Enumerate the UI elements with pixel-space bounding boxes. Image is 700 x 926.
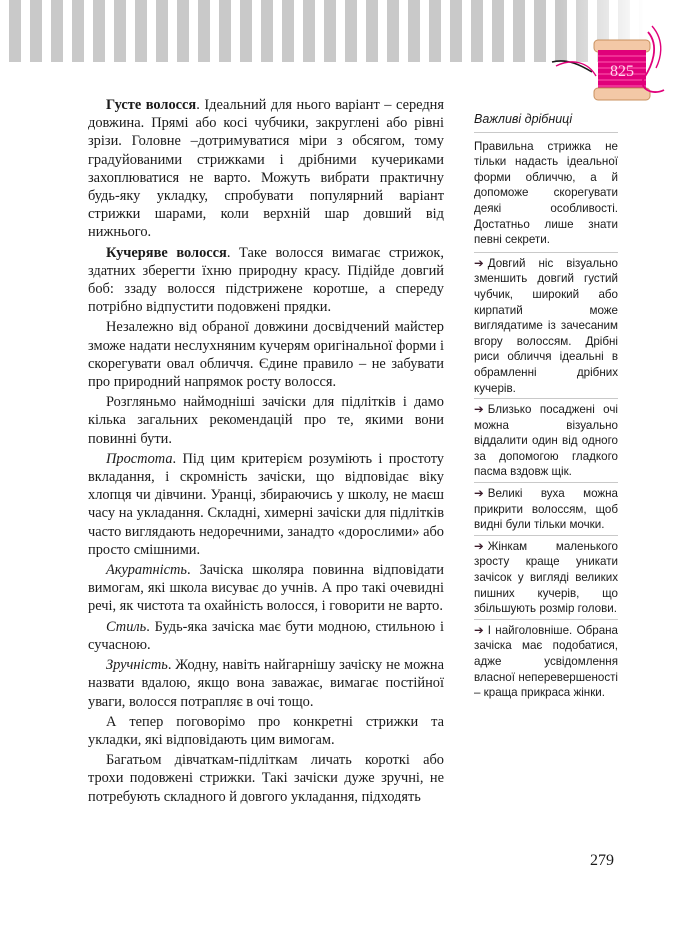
page-number: 279 [590, 852, 614, 869]
paragraph [88, 450, 444, 559]
paragraph-text: . Зачіска школяра повинна відповідати вимогам, які школа висуває до учнів. А про такі очевидні речі, як чистота та охайність волосся, і говорити не варто. [88, 562, 444, 615]
sidebar-title: Важливі дрібниці [474, 112, 618, 133]
paragraph [88, 393, 444, 448]
spool-label: 825 [610, 63, 634, 80]
paragraph [88, 751, 444, 806]
paragraph-text: Багатьом дівчаткам-підліткам личать короткі або трохи подовжені стрижки. Такі зачіски дуже зручні, не потребують складного й довгого укладання, підходять [88, 752, 444, 805]
tip-text: Великі вуха можна прикрити волоссям, щоб видні були тільки мочки. [474, 487, 618, 532]
paragraph [88, 96, 444, 242]
arrow-right-icon: ➔ [474, 487, 484, 501]
tip-text: Жінкам маленького зросту краще уникати зачісок у вигляді великих пишних кучерів, що збільшують розмір голови. [474, 539, 618, 616]
paragraph-text: А тепер поговорімо про конкретні стрижки та укладки, які відповідають цим вимогам. [88, 713, 444, 748]
sidebar-tips [474, 112, 618, 703]
paragraph-text: Незалежно від обраної довжини досвідчений майстер зможе надати неслухняним кучерям оригінальної форми і скорегувати овал обличчя. Єдине правило – не забувати про природний напрямок росту волосся. [88, 319, 444, 391]
paragraph-lead: Стиль [106, 618, 147, 635]
thread-spool-icon [548, 18, 670, 104]
tip-item [474, 482, 618, 533]
paragraph-text: . Будь-яка зачіска має бути модною, стильною і сучасною. [88, 618, 444, 653]
paragraph-lead: Густе волосся [106, 97, 197, 113]
paragraph-lead: Зручність [106, 657, 168, 674]
paragraph-lead: Акуратність [106, 562, 187, 579]
paragraph [88, 656, 444, 711]
arrow-right-icon: ➔ [474, 403, 484, 417]
tip-text: І найголовніше. Обрана зачіска має подобатися, адже усвідомлення власної неперевершеності – краща прикраса жінки. [474, 623, 618, 700]
paragraph-lead: Кучеряве волосся [106, 244, 227, 261]
arrow-right-icon: ➔ [474, 256, 484, 270]
arrow-right-icon: ➔ [474, 623, 484, 637]
paragraph [88, 244, 444, 317]
paragraph [88, 561, 444, 616]
paragraph [88, 713, 444, 749]
paragraph [88, 318, 444, 391]
arrow-right-icon: ➔ [474, 539, 484, 553]
paragraph [88, 618, 444, 654]
tip-item [474, 619, 618, 701]
paragraph-text: Розгляньмо наймодніші зачіски для підлітків і дамо кілька загальних рекомендацій про те, якими вони повинні бути. [88, 394, 444, 447]
tip-text: Близько посаджені очі можна візуально віддалити один від одного за допомогою гладкого пасма вздовж щік. [474, 403, 618, 479]
paragraph-text: . Під цим критерієм розуміють і простоту вкладання, і скромність зачіски, що відповідає віку хлопця чи дівчини. Уранці, збираючись у школу, не маєш часу на укладання. Складні, химерні зачіски для підлітків часто виглядають недоречними, занадто «дорослими» або просто смішними. [88, 450, 444, 558]
sidebar-intro: Правильна стрижка не тільки надасть ідеальної форми обличчю, а й допоможе скорегувати деякі особливості. Достатньо лише знати певні секрети. [474, 139, 618, 247]
paragraph-lead: Простота [106, 450, 173, 467]
tip-text: Довгий ніс візуально зменшить довгий густий чубчик, широкий або кирпатий може виглядатиме із зачесаним вгору волоссям. Дрібні риси обличчя ідеальні в обрамленні дрібних кучерів. [474, 256, 618, 395]
tip-item [474, 398, 618, 480]
main-text-column [88, 96, 444, 808]
paragraph-text: . Жодну, навіть найгарнішу зачіску не можна назвати вдалою, якщо вона заважає, вимагає постійної уваги, волосся потрапляє в очі тощо. [88, 657, 444, 710]
paragraph-text: . Таке волосся вимагає стрижок, здатних зберегти їхню природну красу. Підійде довгий боб: ззаду волосся підстрижене коротше, а спереду потрібно відпустити подовжені прядки. [88, 244, 445, 316]
tip-item [474, 535, 618, 617]
tip-item [474, 252, 618, 396]
paragraph-text: . Ідеальний для нього варіант – середня довжина. Прямі або косі чубчики, закруглені або рівні зрізи. Головне –дотримуватися міри з обсягом, тому градуйованими стрижками і дрібними кучериками захоплюватися не варто. Можуть вибрати практичну будь-яку укладку, спробувати популярний варіант стрижки шарами, коли верхній шар довший від нижнього. [88, 97, 444, 241]
